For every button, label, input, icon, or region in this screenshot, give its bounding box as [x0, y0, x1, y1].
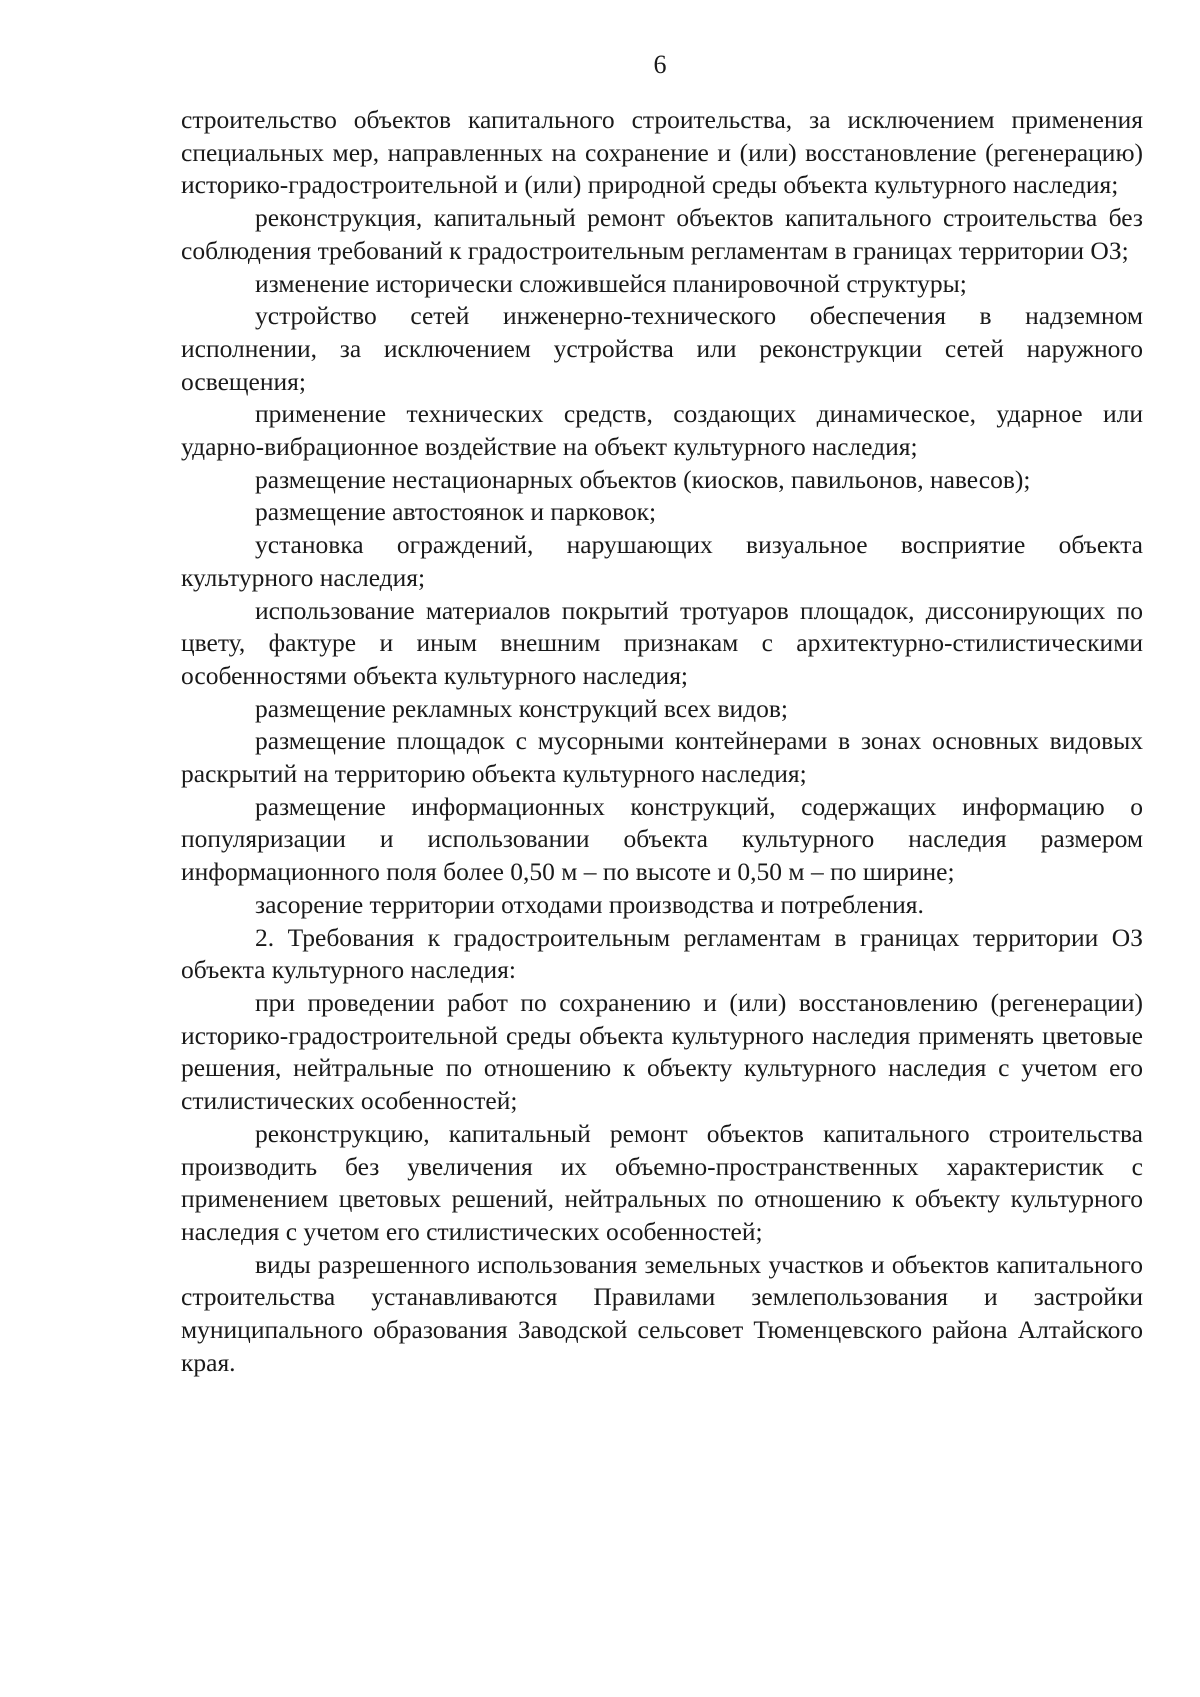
paragraph: виды разрешенного использования земельных участков и объектов капитального строительства устанавливаются Правилами землепользования и застройки муниципального образования Заводской сельсовет Тюменцевского района Алтайского края. — [181, 1249, 1143, 1377]
paragraph: засорение территории отходами производства и потребления. — [255, 889, 924, 919]
paragraph: строительство объектов капитального строительства, за исключением применения специальных мер, направленных на сохранение и (или) восстановление (регенерацию) историко-градостроительной и (или) природной среды объекта культурного наследия; — [181, 105, 1143, 200]
paragraph: реконструкцию, капитальный ремонт объектов капитального строительства производить без увеличения их объемно-пространственных характеристик с применением цветовых решений, нейтральных по отношению к объекту культурного наследия с учетом его стилистических особенностей; — [181, 1118, 1143, 1246]
paragraph: размещение площадок с мусорными контейнерами в зонах основных видовых раскрытий на территорию объекта культурного наследия; — [181, 726, 1143, 789]
paragraph: применение технических средств, создающих динамическое, ударное или ударно-вибрационное воздействие на объект культурного наследия; — [181, 399, 1143, 462]
paragraph: размещение автостоянок и парковок; — [255, 497, 657, 527]
document-body — [181, 104, 1143, 1379]
paragraph: использование материалов покрытий тротуаров площадок, диссонирующих по цвету, фактуре и иным внешним признакам с архитектурно-стилистическими особенностями объекта культурного наследия; — [181, 595, 1143, 690]
paragraph: 2. Требования к градостроительным регламентам в границах территории ОЗ объекта культурного наследия: — [181, 922, 1143, 985]
paragraph: при проведении работ по сохранению и (или) восстановлению (регенерации) историко-градостроительной среды объекта культурного наследия применять цветовые решения, нейтральные по отношению к объекту культурного наследия с учетом его стилистических особенностей; — [181, 987, 1143, 1116]
paragraph: реконструкция, капитальный ремонт объектов капитального строительства без соблюдения требований к градостроительным регламентам в границах территории ОЗ; — [181, 203, 1143, 265]
paragraph: размещение информационных конструкций, содержащих информацию о популяризации и использовании объекта культурного наследия размером информационного поля более 0,50 м – по высоте и 0,50 м – по ширине; — [181, 791, 1143, 887]
paragraph: установка ограждений, нарушающих визуальное восприятие объекта культурного наследия; — [181, 530, 1143, 592]
paragraph: размещение нестационарных объектов (киосков, павильонов, навесов); — [255, 464, 1031, 494]
paragraph: устройство сетей инженерно-технического обеспечения в надземном исполнении, за исключением устройства или реконструкции сетей наружного освещения; — [181, 301, 1143, 396]
page-number: 6 — [653, 50, 667, 79]
paragraph: размещение рекламных конструкций всех видов; — [255, 693, 789, 723]
paragraph: изменение исторически сложившейся планировочной структуры; — [255, 268, 967, 298]
